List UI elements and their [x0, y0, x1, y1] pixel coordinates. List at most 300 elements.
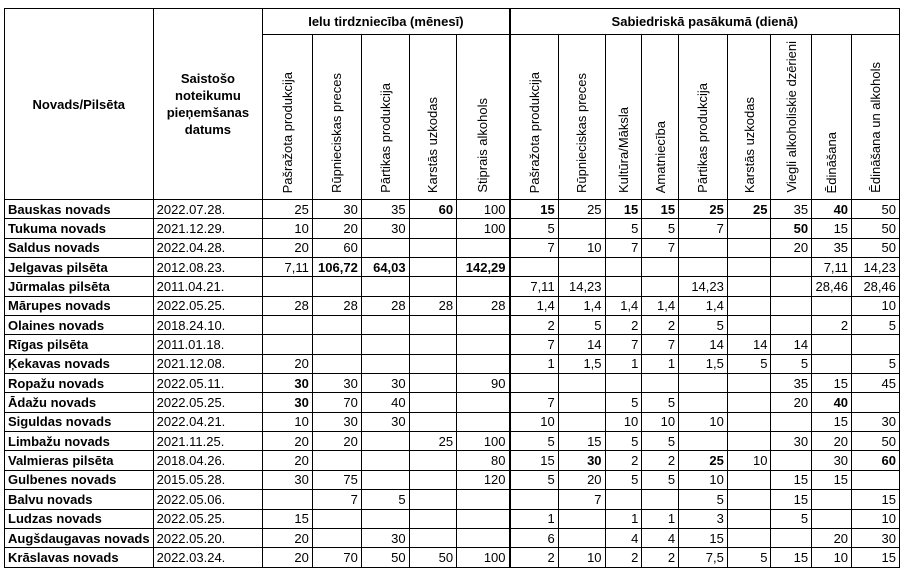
value-cell[interactable] — [679, 238, 728, 257]
date-cell[interactable]: 2018.04.26. — [153, 451, 263, 470]
value-cell[interactable]: 7 — [510, 238, 559, 257]
date-cell[interactable]: 2022.05.06. — [153, 490, 263, 509]
value-cell[interactable]: 80 — [457, 451, 510, 470]
value-cell[interactable]: 30 — [312, 374, 361, 393]
value-cell[interactable]: 120 — [457, 470, 510, 489]
value-cell[interactable] — [727, 258, 771, 277]
region-name-cell[interactable]: Bauskas novads — [5, 200, 154, 219]
value-cell[interactable]: 2 — [510, 548, 559, 567]
value-cell[interactable]: 15 — [812, 412, 852, 431]
value-cell[interactable]: 15 — [812, 470, 852, 489]
date-cell[interactable]: 2022.05.25. — [153, 509, 263, 528]
value-cell[interactable] — [812, 296, 852, 315]
value-cell[interactable]: 20 — [263, 432, 313, 451]
value-cell[interactable]: 7,11 — [812, 258, 852, 277]
value-cell[interactable] — [558, 393, 605, 412]
date-cell[interactable]: 2015.05.28. — [153, 470, 263, 489]
value-cell[interactable]: 20 — [771, 393, 812, 412]
value-cell[interactable]: 20 — [312, 432, 361, 451]
value-cell[interactable]: 14 — [727, 335, 771, 354]
value-cell[interactable] — [409, 277, 456, 296]
date-cell[interactable]: 2018.24.10. — [153, 316, 263, 335]
value-cell[interactable]: 30 — [771, 432, 812, 451]
value-cell[interactable]: 50 — [852, 200, 900, 219]
date-cell[interactable]: 2022.04.21. — [153, 412, 263, 431]
value-cell[interactable]: 20 — [263, 528, 313, 547]
value-cell[interactable]: 5 — [679, 490, 728, 509]
value-cell[interactable] — [771, 316, 812, 335]
value-cell[interactable] — [727, 528, 771, 547]
value-cell[interactable]: 14 — [771, 335, 812, 354]
value-cell[interactable]: 100 — [457, 219, 510, 238]
region-name-cell[interactable]: Saldus novads — [5, 238, 154, 257]
value-cell[interactable]: 1,5 — [558, 354, 605, 373]
value-cell[interactable] — [558, 509, 605, 528]
region-name-cell[interactable]: Jelgavas pilsēta — [5, 258, 154, 277]
value-cell[interactable]: 15 — [558, 432, 605, 451]
value-cell[interactable]: 30 — [263, 374, 313, 393]
value-cell[interactable]: 70 — [312, 548, 361, 567]
value-cell[interactable]: 5 — [510, 470, 559, 489]
region-name-cell[interactable]: Ropažu novads — [5, 374, 154, 393]
value-cell[interactable]: 5 — [558, 316, 605, 335]
value-cell[interactable]: 64,03 — [361, 258, 409, 277]
value-cell[interactable]: 10 — [605, 412, 642, 431]
value-cell[interactable]: 75 — [312, 470, 361, 489]
value-cell[interactable] — [457, 490, 510, 509]
value-cell[interactable]: 4 — [605, 528, 642, 547]
region-name-cell[interactable]: Ķekavas novads — [5, 354, 154, 373]
value-cell[interactable]: 70 — [312, 393, 361, 412]
value-cell[interactable]: 7 — [679, 219, 728, 238]
value-cell[interactable]: 1,4 — [558, 296, 605, 315]
value-cell[interactable]: 6 — [510, 528, 559, 547]
value-cell[interactable] — [771, 528, 812, 547]
value-cell[interactable] — [642, 374, 679, 393]
date-cell[interactable]: 2022.05.20. — [153, 528, 263, 547]
value-cell[interactable]: 10 — [679, 470, 728, 489]
value-cell[interactable]: 15 — [771, 548, 812, 567]
value-cell[interactable] — [409, 335, 456, 354]
value-cell[interactable]: 14,23 — [558, 277, 605, 296]
value-cell[interactable]: 5 — [605, 393, 642, 412]
value-cell[interactable]: 25 — [727, 200, 771, 219]
value-cell[interactable] — [457, 316, 510, 335]
value-cell[interactable]: 35 — [812, 238, 852, 257]
value-cell[interactable]: 28 — [457, 296, 510, 315]
value-cell[interactable]: 1,4 — [679, 296, 728, 315]
value-cell[interactable]: 10 — [263, 412, 313, 431]
date-cell[interactable]: 2021.12.29. — [153, 219, 263, 238]
value-cell[interactable]: 5 — [771, 354, 812, 373]
value-cell[interactable]: 1 — [642, 509, 679, 528]
value-cell[interactable]: 45 — [852, 374, 900, 393]
value-cell[interactable]: 25 — [558, 200, 605, 219]
value-cell[interactable] — [457, 238, 510, 257]
value-cell[interactable]: 15 — [679, 528, 728, 547]
value-cell[interactable]: 2 — [510, 316, 559, 335]
value-cell[interactable]: 15 — [812, 374, 852, 393]
value-cell[interactable] — [312, 509, 361, 528]
value-cell[interactable] — [679, 432, 728, 451]
region-name-cell[interactable]: Ādažu novads — [5, 393, 154, 412]
value-cell[interactable]: 10 — [510, 412, 559, 431]
value-cell[interactable]: 1 — [605, 354, 642, 373]
value-cell[interactable]: 20 — [263, 548, 313, 567]
value-cell[interactable]: 20 — [312, 219, 361, 238]
value-cell[interactable]: 5 — [642, 470, 679, 489]
value-cell[interactable] — [727, 316, 771, 335]
value-cell[interactable]: 60 — [409, 200, 456, 219]
value-cell[interactable] — [409, 219, 456, 238]
value-cell[interactable]: 10 — [727, 451, 771, 470]
value-cell[interactable]: 30 — [312, 412, 361, 431]
value-cell[interactable] — [727, 393, 771, 412]
date-cell[interactable]: 2022.03.24. — [153, 548, 263, 567]
value-cell[interactable] — [409, 509, 456, 528]
value-cell[interactable]: 1 — [510, 509, 559, 528]
region-name-cell[interactable]: Jūrmalas pilsēta — [5, 277, 154, 296]
value-cell[interactable] — [361, 335, 409, 354]
value-cell[interactable]: 5 — [727, 354, 771, 373]
value-cell[interactable]: 100 — [457, 432, 510, 451]
value-cell[interactable] — [312, 354, 361, 373]
value-cell[interactable] — [605, 490, 642, 509]
value-cell[interactable] — [852, 393, 900, 412]
value-cell[interactable]: 1,4 — [605, 296, 642, 315]
date-cell[interactable]: 2022.04.28. — [153, 238, 263, 257]
value-cell[interactable]: 2 — [605, 451, 642, 470]
value-cell[interactable]: 4 — [642, 528, 679, 547]
region-name-cell[interactable]: Siguldas novads — [5, 412, 154, 431]
value-cell[interactable] — [727, 296, 771, 315]
value-cell[interactable]: 50 — [852, 219, 900, 238]
value-cell[interactable]: 5 — [605, 470, 642, 489]
value-cell[interactable] — [812, 509, 852, 528]
value-cell[interactable]: 5 — [679, 316, 728, 335]
value-cell[interactable]: 30 — [361, 219, 409, 238]
value-cell[interactable]: 1,4 — [642, 296, 679, 315]
date-cell[interactable]: 2021.12.08. — [153, 354, 263, 373]
value-cell[interactable]: 30 — [361, 412, 409, 431]
value-cell[interactable]: 90 — [457, 374, 510, 393]
value-cell[interactable]: 30 — [361, 374, 409, 393]
value-cell[interactable] — [771, 277, 812, 296]
value-cell[interactable]: 15 — [642, 200, 679, 219]
value-cell[interactable] — [409, 374, 456, 393]
value-cell[interactable] — [510, 258, 559, 277]
value-cell[interactable]: 2 — [642, 316, 679, 335]
value-cell[interactable] — [361, 470, 409, 489]
value-cell[interactable]: 2 — [605, 316, 642, 335]
region-name-cell[interactable]: Ludzas novads — [5, 509, 154, 528]
value-cell[interactable]: 5 — [361, 490, 409, 509]
date-cell[interactable]: 2012.08.23. — [153, 258, 263, 277]
value-cell[interactable] — [727, 470, 771, 489]
date-cell[interactable]: 2022.05.11. — [153, 374, 263, 393]
region-name-cell[interactable]: Tukuma novads — [5, 219, 154, 238]
date-cell[interactable]: 2022.07.28. — [153, 200, 263, 219]
value-cell[interactable] — [409, 258, 456, 277]
value-cell[interactable]: 5 — [771, 509, 812, 528]
value-cell[interactable]: 28 — [312, 296, 361, 315]
region-name-cell[interactable]: Balvu novads — [5, 490, 154, 509]
value-cell[interactable] — [727, 432, 771, 451]
value-cell[interactable] — [409, 354, 456, 373]
value-cell[interactable]: 7 — [312, 490, 361, 509]
value-cell[interactable]: 7,11 — [263, 258, 313, 277]
value-cell[interactable] — [852, 470, 900, 489]
value-cell[interactable] — [727, 509, 771, 528]
value-cell[interactable] — [771, 412, 812, 431]
value-cell[interactable]: 14,23 — [679, 277, 728, 296]
value-cell[interactable]: 10 — [852, 509, 900, 528]
value-cell[interactable]: 7 — [510, 335, 559, 354]
value-cell[interactable] — [771, 451, 812, 470]
value-cell[interactable]: 30 — [312, 200, 361, 219]
value-cell[interactable] — [361, 509, 409, 528]
value-cell[interactable] — [457, 277, 510, 296]
region-name-cell[interactable]: Mārupes novads — [5, 296, 154, 315]
value-cell[interactable]: 28 — [361, 296, 409, 315]
value-cell[interactable]: 15 — [510, 451, 559, 470]
value-cell[interactable]: 15 — [812, 219, 852, 238]
value-cell[interactable]: 25 — [679, 451, 728, 470]
value-cell[interactable] — [263, 335, 313, 354]
value-cell[interactable]: 10 — [558, 238, 605, 257]
value-cell[interactable] — [361, 451, 409, 470]
value-cell[interactable] — [642, 490, 679, 509]
value-cell[interactable] — [409, 528, 456, 547]
value-cell[interactable]: 100 — [457, 200, 510, 219]
value-cell[interactable]: 14,23 — [852, 258, 900, 277]
value-cell[interactable] — [727, 412, 771, 431]
value-cell[interactable]: 7 — [558, 490, 605, 509]
value-cell[interactable]: 30 — [263, 470, 313, 489]
value-cell[interactable]: 50 — [852, 238, 900, 257]
value-cell[interactable] — [361, 238, 409, 257]
value-cell[interactable]: 100 — [457, 548, 510, 567]
value-cell[interactable]: 5 — [642, 393, 679, 412]
value-cell[interactable]: 35 — [771, 200, 812, 219]
value-cell[interactable] — [409, 316, 456, 335]
value-cell[interactable]: 30 — [558, 451, 605, 470]
value-cell[interactable] — [457, 335, 510, 354]
value-cell[interactable]: 30 — [361, 528, 409, 547]
date-cell[interactable]: 2011.04.21. — [153, 277, 263, 296]
value-cell[interactable]: 2 — [642, 548, 679, 567]
value-cell[interactable]: 5 — [642, 219, 679, 238]
value-cell[interactable] — [263, 316, 313, 335]
value-cell[interactable] — [409, 490, 456, 509]
value-cell[interactable] — [727, 490, 771, 509]
value-cell[interactable] — [679, 258, 728, 277]
value-cell[interactable]: 7 — [605, 335, 642, 354]
value-cell[interactable] — [558, 412, 605, 431]
value-cell[interactable]: 15 — [852, 490, 900, 509]
value-cell[interactable] — [409, 393, 456, 412]
value-cell[interactable]: 20 — [771, 238, 812, 257]
value-cell[interactable] — [409, 238, 456, 257]
value-cell[interactable] — [812, 490, 852, 509]
value-cell[interactable]: 15 — [263, 509, 313, 528]
value-cell[interactable]: 50 — [409, 548, 456, 567]
value-cell[interactable]: 25 — [679, 200, 728, 219]
value-cell[interactable]: 7 — [642, 335, 679, 354]
value-cell[interactable] — [642, 277, 679, 296]
region-name-cell[interactable]: Valmieras pilsēta — [5, 451, 154, 470]
value-cell[interactable]: 15 — [605, 200, 642, 219]
value-cell[interactable] — [642, 258, 679, 277]
value-cell[interactable]: 1,4 — [510, 296, 559, 315]
value-cell[interactable]: 1,5 — [679, 354, 728, 373]
value-cell[interactable]: 3 — [679, 509, 728, 528]
value-cell[interactable] — [727, 277, 771, 296]
value-cell[interactable] — [312, 528, 361, 547]
value-cell[interactable]: 7 — [510, 393, 559, 412]
value-cell[interactable]: 60 — [852, 451, 900, 470]
date-cell[interactable]: 2011.01.18. — [153, 335, 263, 354]
value-cell[interactable] — [679, 374, 728, 393]
value-cell[interactable] — [812, 335, 852, 354]
date-cell[interactable]: 2022.05.25. — [153, 296, 263, 315]
value-cell[interactable]: 20 — [812, 528, 852, 547]
value-cell[interactable] — [457, 412, 510, 431]
region-name-cell[interactable]: Limbažu novads — [5, 432, 154, 451]
value-cell[interactable]: 1 — [605, 509, 642, 528]
value-cell[interactable]: 106,72 — [312, 258, 361, 277]
value-cell[interactable] — [457, 354, 510, 373]
value-cell[interactable]: 30 — [263, 393, 313, 412]
date-cell[interactable]: 2021.11.25. — [153, 432, 263, 451]
region-name-cell[interactable]: Gulbenes novads — [5, 470, 154, 489]
value-cell[interactable]: 1 — [510, 354, 559, 373]
value-cell[interactable]: 10 — [642, 412, 679, 431]
value-cell[interactable]: 40 — [361, 393, 409, 412]
value-cell[interactable] — [312, 335, 361, 354]
value-cell[interactable] — [771, 258, 812, 277]
region-name-cell[interactable]: Augšdaugavas novads — [5, 528, 154, 547]
value-cell[interactable]: 5 — [852, 354, 900, 373]
value-cell[interactable]: 10 — [852, 296, 900, 315]
value-cell[interactable]: 7 — [605, 238, 642, 257]
value-cell[interactable] — [361, 354, 409, 373]
value-cell[interactable]: 5 — [605, 432, 642, 451]
value-cell[interactable]: 7 — [642, 238, 679, 257]
value-cell[interactable]: 14 — [558, 335, 605, 354]
value-cell[interactable]: 30 — [852, 528, 900, 547]
value-cell[interactable]: 28 — [409, 296, 456, 315]
value-cell[interactable] — [457, 528, 510, 547]
value-cell[interactable]: 5 — [510, 219, 559, 238]
value-cell[interactable]: 50 — [361, 548, 409, 567]
value-cell[interactable]: 20 — [263, 451, 313, 470]
value-cell[interactable]: 7,5 — [679, 548, 728, 567]
value-cell[interactable]: 7,11 — [510, 277, 559, 296]
value-cell[interactable]: 2 — [642, 451, 679, 470]
value-cell[interactable]: 25 — [263, 200, 313, 219]
value-cell[interactable] — [409, 470, 456, 489]
value-cell[interactable]: 1 — [642, 354, 679, 373]
value-cell[interactable] — [727, 238, 771, 257]
value-cell[interactable]: 20 — [263, 354, 313, 373]
value-cell[interactable] — [727, 374, 771, 393]
value-cell[interactable]: 40 — [812, 393, 852, 412]
value-cell[interactable]: 50 — [852, 432, 900, 451]
value-cell[interactable]: 28,46 — [812, 277, 852, 296]
value-cell[interactable] — [263, 490, 313, 509]
region-name-cell[interactable]: Olaines novads — [5, 316, 154, 335]
value-cell[interactable]: 10 — [812, 548, 852, 567]
value-cell[interactable]: 5 — [642, 432, 679, 451]
value-cell[interactable] — [409, 451, 456, 470]
value-cell[interactable] — [605, 277, 642, 296]
value-cell[interactable] — [361, 277, 409, 296]
value-cell[interactable]: 35 — [771, 374, 812, 393]
value-cell[interactable]: 15 — [771, 470, 812, 489]
value-cell[interactable] — [771, 296, 812, 315]
value-cell[interactable]: 40 — [812, 200, 852, 219]
value-cell[interactable] — [312, 451, 361, 470]
value-cell[interactable]: 10 — [558, 548, 605, 567]
value-cell[interactable] — [457, 393, 510, 412]
value-cell[interactable]: 5 — [605, 219, 642, 238]
value-cell[interactable]: 2 — [605, 548, 642, 567]
value-cell[interactable]: 28 — [263, 296, 313, 315]
region-name-cell[interactable]: Krāslavas novads — [5, 548, 154, 567]
value-cell[interactable]: 5 — [727, 548, 771, 567]
value-cell[interactable]: 20 — [812, 432, 852, 451]
value-cell[interactable] — [409, 412, 456, 431]
value-cell[interactable]: 15 — [771, 490, 812, 509]
value-cell[interactable]: 30 — [812, 451, 852, 470]
value-cell[interactable] — [361, 316, 409, 335]
value-cell[interactable] — [457, 509, 510, 528]
value-cell[interactable] — [852, 335, 900, 354]
value-cell[interactable] — [510, 374, 559, 393]
value-cell[interactable]: 60 — [312, 238, 361, 257]
value-cell[interactable]: 5 — [510, 432, 559, 451]
value-cell[interactable] — [312, 316, 361, 335]
value-cell[interactable] — [812, 354, 852, 373]
value-cell[interactable]: 14 — [679, 335, 728, 354]
value-cell[interactable] — [605, 258, 642, 277]
value-cell[interactable]: 5 — [852, 316, 900, 335]
value-cell[interactable]: 25 — [409, 432, 456, 451]
value-cell[interactable] — [510, 490, 559, 509]
value-cell[interactable] — [605, 374, 642, 393]
value-cell[interactable]: 142,29 — [457, 258, 510, 277]
date-cell[interactable]: 2022.05.25. — [153, 393, 263, 412]
value-cell[interactable] — [263, 277, 313, 296]
value-cell[interactable]: 20 — [558, 470, 605, 489]
value-cell[interactable] — [679, 393, 728, 412]
value-cell[interactable]: 35 — [361, 200, 409, 219]
value-cell[interactable] — [558, 528, 605, 547]
value-cell[interactable]: 10 — [263, 219, 313, 238]
value-cell[interactable] — [558, 374, 605, 393]
value-cell[interactable] — [558, 258, 605, 277]
region-name-cell[interactable]: Rīgas pilsēta — [5, 335, 154, 354]
value-cell[interactable] — [727, 219, 771, 238]
value-cell[interactable] — [558, 219, 605, 238]
value-cell[interactable]: 2 — [812, 316, 852, 335]
value-cell[interactable]: 30 — [852, 412, 900, 431]
value-cell[interactable] — [361, 432, 409, 451]
value-cell[interactable]: 10 — [679, 412, 728, 431]
value-cell[interactable]: 15 — [852, 548, 900, 567]
value-cell[interactable]: 50 — [771, 219, 812, 238]
